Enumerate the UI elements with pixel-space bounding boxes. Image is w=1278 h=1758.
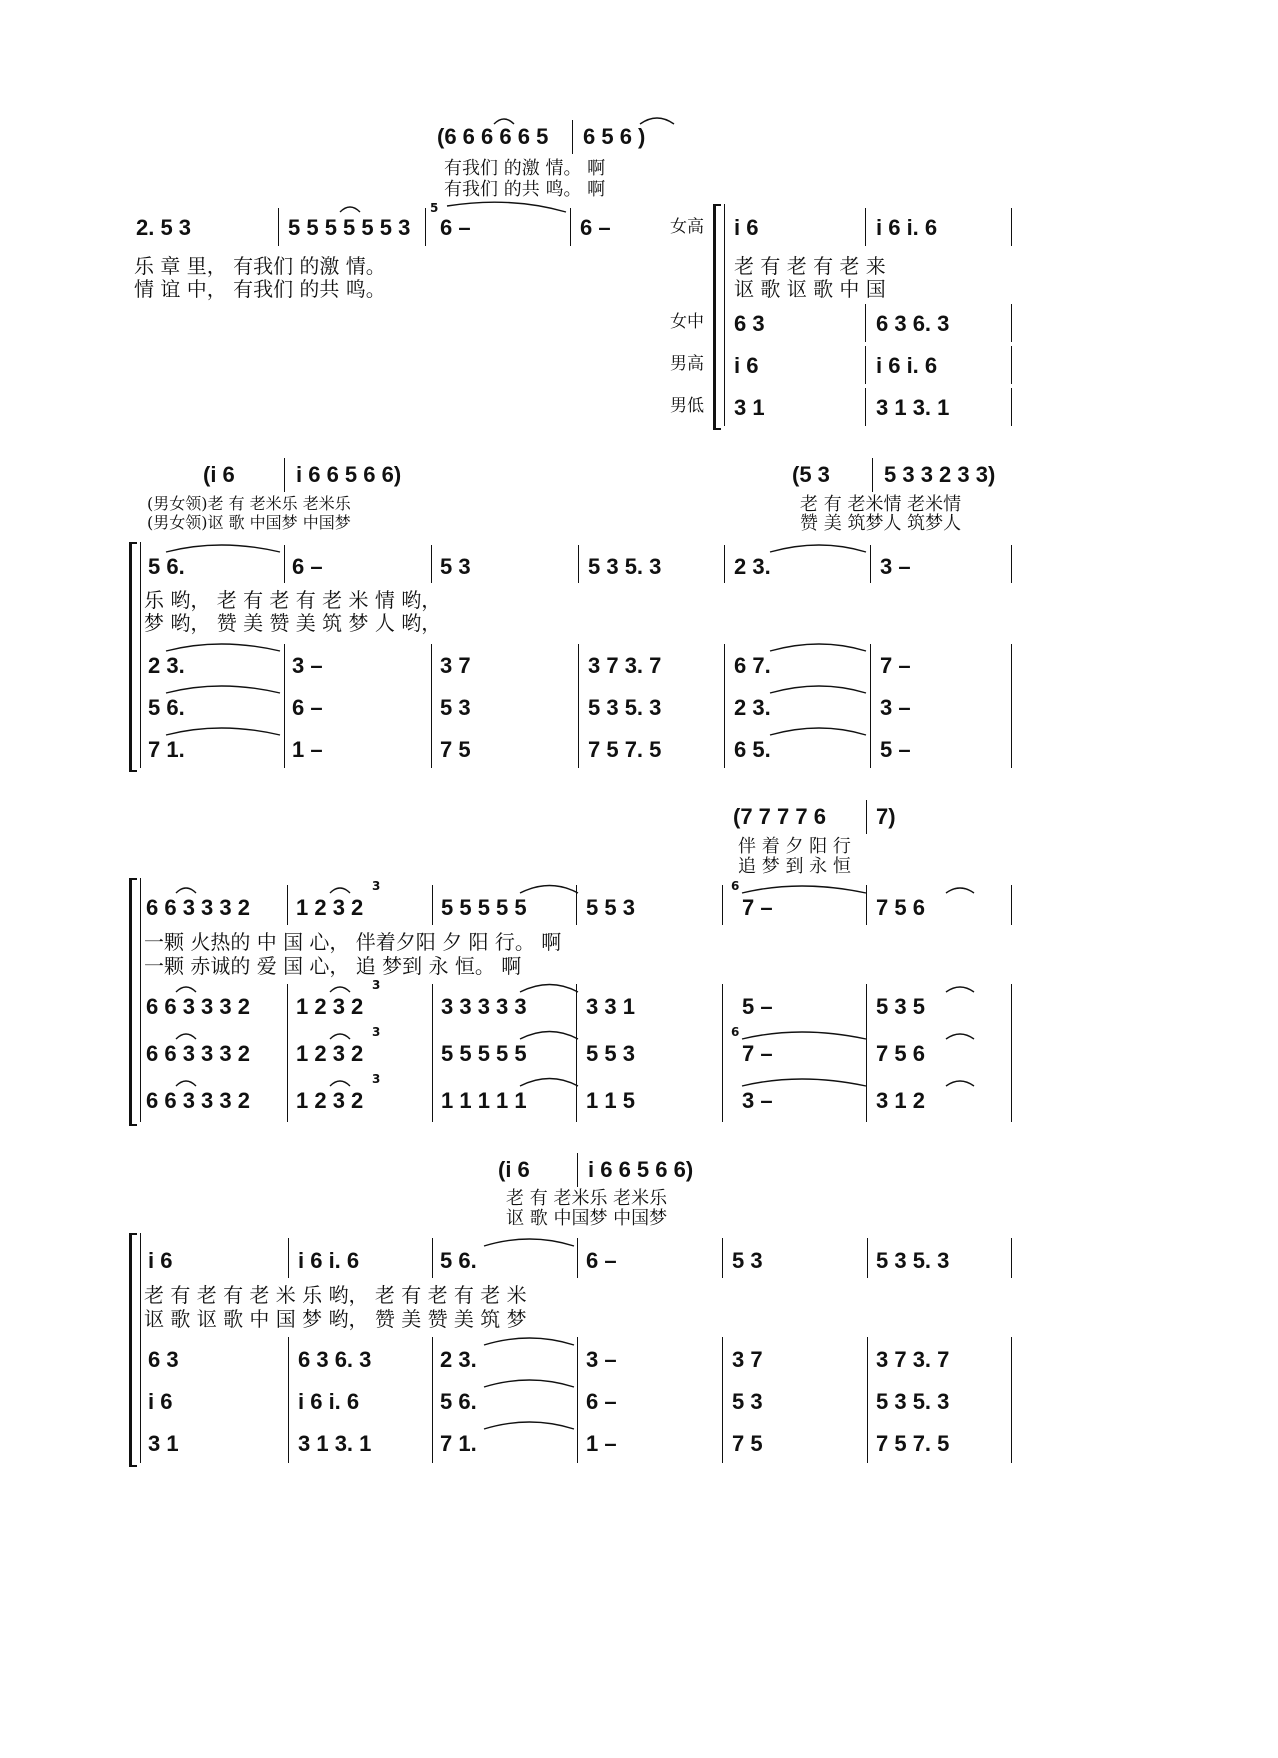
cue-lyrics-2: 有我们 的共 鸣。 啊 (444, 179, 606, 200)
cue-left-lyrics-2: (男女领)讴 歌 中国梦 中国梦 (147, 513, 351, 532)
measure: 3 – (742, 1088, 773, 1113)
measure: 5 6. (148, 554, 185, 579)
measure: 6 5. (734, 737, 771, 762)
solo-lyrics-1: 乐 章 里， 有我们 的激 情。 (134, 254, 386, 278)
cue-notes-1b: 6 5 6 ) (583, 124, 646, 149)
cue-right-lyrics-2: 赞 美 筑梦人 筑梦人 (800, 513, 962, 534)
cue-right-b: 5 3 3 2 3 3) (884, 462, 996, 487)
cue-lyrics-1: 伴 着 夕 阳 行 (738, 836, 851, 857)
measure: 6 6 3 3 3 2 (146, 1088, 250, 1113)
measure: 7 – (742, 1041, 773, 1066)
measure: 3 7 3. 7 (588, 653, 662, 678)
measure: 3 – (292, 653, 323, 678)
measure: 3 3 3 3 3 (441, 994, 527, 1019)
measure: 1 1 1 1 1 (441, 1088, 527, 1113)
measure: 7 1. (440, 1431, 477, 1456)
grace-triplet: 3 (372, 879, 381, 893)
measure: 3 – (880, 554, 911, 579)
cue-right-lyrics-1: 老 有 老米情 老米情 (800, 494, 962, 515)
cue-lyrics-2: 追 梦 到 永 恒 (738, 856, 851, 877)
choir-ml-a: 3 1 (734, 395, 765, 420)
measure: 3 1 3. 1 (298, 1431, 372, 1456)
measure: 7 1. (148, 737, 185, 762)
measure: 6 6 3 3 3 2 (146, 1041, 250, 1066)
measure: 3 – (586, 1347, 617, 1372)
measure: 5 3 5. 3 (588, 695, 662, 720)
measure: 7 5 (440, 737, 471, 762)
measure: 5 6. (148, 695, 185, 720)
measure: 7 5 6 (876, 895, 925, 920)
measure: 1 2 3 2 (296, 895, 364, 920)
measure: 5 5 3 (586, 895, 635, 920)
cue-left-b: i 6 6 5 6 6) (296, 462, 402, 487)
measure: 1 2 3 2 (296, 1041, 364, 1066)
measure: 3 7 (440, 653, 471, 678)
measure: 1 2 3 2 (296, 994, 364, 1019)
measure: 6 – (586, 1389, 617, 1414)
measure: 7 5 7. 5 (588, 737, 662, 762)
lyrics-line-2: 一颗 赤诚的 爱 国 心， 追 梦到 永 恒。 啊 (144, 954, 522, 978)
choir-lyrics-1: 老 有 老 有 老 来 (734, 254, 886, 278)
cue-a: (i 6 (498, 1157, 530, 1182)
cue-lyrics-1: 老 有 老米乐 老米乐 (506, 1188, 668, 1209)
cue-lyrics-2: 讴 歌 中国梦 中国梦 (506, 1208, 668, 1229)
voice-label-female-mid: 女中 (670, 312, 704, 332)
measure: 5 3 5. 3 (876, 1248, 950, 1273)
measure: 3 1 (148, 1431, 179, 1456)
measure: 3 – (880, 695, 911, 720)
solo-notes-b: 5 5 5 5 5 5 3 (288, 215, 411, 240)
measure: 5 3 (440, 554, 471, 579)
voice-label-male-high: 男高 (670, 354, 704, 374)
measure: 2 3. (148, 653, 185, 678)
measure: 5 – (880, 737, 911, 762)
measure: 6 – (292, 695, 323, 720)
choir-lyrics-2: 讴 歌 讴 歌 中 国 (734, 277, 886, 301)
grace-six: 6 (731, 1025, 740, 1039)
measure: 1 2 3 2 (296, 1088, 364, 1113)
measure: 2 3. (734, 554, 771, 579)
measure: 6 – (292, 554, 323, 579)
solo-lyrics-2: 情 谊 中， 有我们 的共 鸣。 (134, 277, 386, 301)
cue-b: 7) (876, 804, 896, 829)
solo-notes-d: 6 – (580, 215, 611, 240)
grace-six: 6 (731, 879, 740, 893)
voice-label-female-high: 女高 (670, 217, 704, 237)
lyrics-line-1: 老 有 老 有 老 米 乐 哟， 老 有 老 有 老 米 (144, 1283, 527, 1307)
grace-triplet: 3 (372, 1072, 381, 1086)
choir-fm-b: 6 3 6. 3 (876, 311, 950, 336)
measure: 5 5 5 5 5 (441, 1041, 527, 1066)
measure: 5 3 5. 3 (876, 1389, 950, 1414)
measure: 6 3 6. 3 (298, 1347, 372, 1372)
choir-fm-a: 6 3 (734, 311, 765, 336)
cue-left-a: (i 6 (203, 462, 235, 487)
grace-note: 5 (430, 201, 439, 215)
lyrics-line-2: 梦 哟， 赞 美 赞 美 筑 梦 人 哟， (144, 611, 442, 635)
measure: 1 1 5 (586, 1088, 635, 1113)
measure: 6 – (586, 1248, 617, 1273)
lyrics-line-2: 讴 歌 讴 歌 中 国 梦 哟， 赞 美 赞 美 筑 梦 (144, 1307, 527, 1331)
measure: 6 6 3 3 3 2 (146, 994, 250, 1019)
measure: i 6 i. 6 (298, 1248, 360, 1273)
measure: 5 3 5. 3 (588, 554, 662, 579)
measure: 1 – (292, 737, 323, 762)
measure: 2 3. (440, 1347, 477, 1372)
lyrics-line-1: 一颗 火热的 中 国 心， 伴着夕阳 夕 阳 行。 啊 (144, 930, 562, 954)
measure: 7 5 6 (876, 1041, 925, 1066)
voice-label-male-low: 男低 (670, 396, 704, 416)
solo-notes-a: 2. 5 3 (136, 215, 192, 240)
choir-mh-a: i 6 (734, 353, 759, 378)
measure: 7 5 (732, 1431, 763, 1456)
measure: 3 3 1 (586, 994, 635, 1019)
measure: i 6 i. 6 (298, 1389, 360, 1414)
measure: 3 1 2 (876, 1088, 925, 1113)
measure: 6 7. (734, 653, 771, 678)
cue-left-lyrics-1: (男女领)老 有 老米乐 老米乐 (147, 494, 351, 513)
cue-a: (7 7 7 7 6 (733, 804, 826, 829)
measure: 1 – (586, 1431, 617, 1456)
measure: 5 3 5 (876, 994, 925, 1019)
measure: i 6 (148, 1389, 173, 1414)
measure: 7 – (742, 895, 773, 920)
measure: 5 3 (440, 695, 471, 720)
choir-fh-b: i 6 i. 6 (876, 215, 938, 240)
cue-right-a: (5 3 (792, 462, 830, 487)
measure: i 6 (148, 1248, 173, 1273)
measure: 5 – (742, 994, 773, 1019)
cue-notes-1a: (6 6 6 6 6 5 (437, 124, 549, 149)
measure: 5 5 3 (586, 1041, 635, 1066)
measure: 5 3 (732, 1248, 763, 1273)
measure: 7 – (880, 653, 911, 678)
grace-triplet: 3 (372, 1025, 381, 1039)
measure: 6 3 (148, 1347, 179, 1372)
measure: 6 6 3 3 3 2 (146, 895, 250, 920)
measure: 5 5 5 5 5 (441, 895, 527, 920)
measure: 3 7 3. 7 (876, 1347, 950, 1372)
measure: 3 7 (732, 1347, 763, 1372)
measure: 5 6. (440, 1389, 477, 1414)
measure: 5 6. (440, 1248, 477, 1273)
cue-lyrics-1: 有我们 的激 情。 啊 (444, 158, 606, 179)
measure: 5 3 (732, 1389, 763, 1414)
cue-b: i 6 6 5 6 6) (588, 1157, 694, 1182)
solo-notes-c: 6 – (440, 215, 471, 240)
choir-fh-a: i 6 (734, 215, 759, 240)
choir-mh-b: i 6 i. 6 (876, 353, 938, 378)
choir-ml-b: 3 1 3. 1 (876, 395, 950, 420)
measure: 2 3. (734, 695, 771, 720)
grace-triplet: 3 (372, 978, 381, 992)
lyrics-line-1: 乐 哟， 老 有 老 有 老 米 情 哟， (144, 588, 442, 612)
measure: 7 5 7. 5 (876, 1431, 950, 1456)
